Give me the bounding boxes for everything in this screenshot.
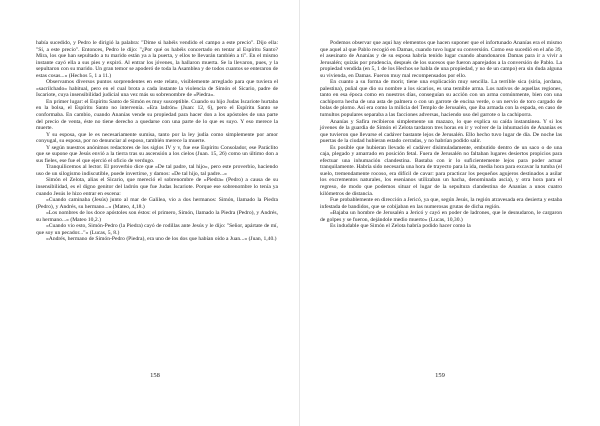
- paragraph: Es indudable que Simón el Zelota habría podido hacer como la: [330, 223, 471, 230]
- paragraph: «Los nombres de los doce apóstoles son éstos: el primero, Simón, llamado la Piedra (Pedro), y Andrés, su hermano...» (Mateo 10,2.): [36, 210, 278, 223]
- paragraph: Y su esposa, que le es necesariamente sumisa, tanto por la ley judía como simplemente por amor conyugal, su esposa, por no denunciar al esposo, también merece la muerte.: [36, 131, 278, 145]
- paragraph: había sucedido, y Pedro le dirigió la palabra: "Dime si habéis vendido el campo a este precio". Dijo ella: "Sí, a este precio". Entonces, Pedro le dijo: "¿Por qué os habéis concertado en tentar al Espíritu Santo? Mira, los que han sepultado a tu marido están ya a la puerta, y ellos te llevarán también a ti". En el mismo instante cayó ella a sus pies y expiró. Al entrar los jóvenes, la hallaron muerta. Se la llevaron, pues, y la sepultaron con su marido. Un gran temor se apoderó de toda la Asamblea y de todos cuantos se enteraron de estas cosas...» (Hechos 5, 1 a 11.): [36, 40, 279, 79]
- paragraph: En cuanto a su forma de morir, tiene una explicación muy sencilla. La terrible sica (siria, jordana, palestina), puñal que dio su nombre a los sicarios, es una temible arma. Los nativos de aquellas regiones, tanto en esa época como en nuestros días, conseguían su acción con un arma comúnmente, bien con una cachiporra hecha de una asta de palmera o con un garrote de encina verde, o un nervio de toro cargado de bolas de plomo. Así era como la milicia del Templo de Jerusalén, que iba armada con la espada, en caso de tumultos populares separaba a las facciones adversas, haciendo uso del garrote o la cachiporra.: [320, 79, 562, 119]
- paragraph: «Cuando caminaba (Jesús) junto al mar de Galilea, vio a dos hermanos: Simón, llamado la Piedra (Pedro), y Andrés, su hermano...» (Mateo, 4,18.): [36, 197, 278, 210]
- right-page: [300, 0, 600, 426]
- paragraph: «Bajaba un hombre de Jerusalén a Jericó y cayó en poder de ladrones, que le desnudaron, le cargaron de golpes y se fueron, dejándole medio muerto» (Lucas, 10,30.): [320, 210, 562, 223]
- paragraph: Y según nuestros anónimos redactores de los siglos IV y v, fue ese Espíritu Consolador, ese Paráclito que se supone que Jesús envió a la tierra tras su ascensión a los cielos (Juan. 15, 26) como un último don a sus fieles, ese fue el que ejerció el oficio de verdugo.: [36, 144, 278, 164]
- paragraph: Fue probablemente en dirección a Jericó, ya que, según Jesús, la región atravesada era desierta y estaba infestada de bandidos, que se cobijaban en las numerosas grutas de dicha región.: [320, 197, 562, 210]
- paragraph: Simón el Zelota, alias el Sicario, que mereció el sobrenombre de «Piedra» (Pedro) a causa de su insensibilidad, es el digno genitor del ladrón que fue Judas Iscariote. Porque ese sobrenombre lo tenía ya cuando Jesús le hizo entrar en escena:: [36, 177, 278, 197]
- paragraph: En primer lugar: el Espíritu Santo de Simón es muy susceptible. Cuando su hijo Judas Iscariote hurtaba en la bolsa, el Espíritu Santo no intervenía. «Era ladrón» (Juan: 12, 6), pero el Espíritu Santo se conformaba. En cambio, cuando Ananías vende su propiedad para hacer don a los apóstoles de una parte del precio de venta, éste no tiene derecho a quedarse con una parte de lo que es suyo. Y eso merece la muerte.: [36, 98, 278, 132]
- right-page-text: [320, 40, 562, 230]
- paragraph: Es posible que hubieran llevado el cadáver disimuladamente, embutido dentro de un saco o de una caja, plegado y amarrado en posición fetal. Fuera de Jerusalén no faltaban lugares desiertos propicios para efectuar una inhumación clandestina. Bastaba con ir lo suficientemente lejos para poder actuar tranquilamente. Habría sido necesaria una hora de trayecto para la ida, media hora para excavar la tumba (el suelo, tremendamente rocoso, era difícil de cavar: para practicar los pequeños agujeros destinados a asilar los excrementos naturales, los esenianos utilizaban un hacha, denominada ascia), y otra hora para el regreso, de modo que podemos situar el lugar de la sepultura clandestina de Ananías a unos cuatro kilómetros de distancia.: [320, 144, 562, 197]
- paragraph: Tranquilicemos al lector. El proverbio dice que «De tal padre, tal hijo», pero este proverbio, haciendo uso de un silogismo indiscutible, puede invertirse, y damos: «De tal hijo, tal padre...»: [36, 164, 278, 177]
- paragraph: «Andrés, hermano de Simón-Pedro (Piedra), era uno de los dos que habían oído a Juan...» (Juan, 1,40.): [46, 236, 277, 243]
- page-number-right: 159: [435, 372, 445, 379]
- paragraph: Observamos diversos puntos sorprendentes en este relato, visiblemente arreglado para que tuviera el «sacrilchado» habitual, pero en el cual brota a cada instante la violencia de Simón el Sicario, padre de Iscariote, cuya insensibilidad judicial una vez más su sobrenombre de «Piedra».: [36, 79, 278, 99]
- paragraph: Podemos observar que aquí hay elementos que hacen suponer que el infortunado Ananías era el mismo que aquel al que Pablo recogió en Damas, cuando tuvo lugar su conversión. Como eso sucedió en el año 39, el asesinato de Ananías y de su esposa habría tenido lugar cuando abandonaron Damas para ir a vivir a Jerusalén; quizás por prudencia, después de los sucesos que fueron aparejados a la conversión de Pablo. La propiedad vendida (en 5, 1 de los Hechos se habla de una propiedad, y no de un campo) era sin duda alguna su vivienda, en Damas. Fueron muy mal recompensados por ello.: [320, 40, 562, 79]
- paragraph: «Cuando vio esto, Simón-Pedro (la Piedra) cayó de rodillas ante Jesús y le dijo: "Señor, apártate de mí, que soy un pecador..."» (Lucas, 5, 8.): [36, 223, 278, 236]
- page-number-left: 158: [150, 372, 160, 379]
- paragraph: Ananías y Safira recibieron simplemente un mazazo, lo que explica su caída instantánea. Y si los jóvenes de la guardia de Simón el Zelota tardaron tres horas en ir y volver de la inhumación de Ananías es que tuvieron que llevarse el cadáver bastante lejos de Jerusalén. Ello hecho tuvo lugar de día. De noche las puertas de la ciudad hubieran estado cerradas, y no habrían podido salir.: [320, 118, 562, 145]
- left-page-text: [36, 40, 278, 243]
